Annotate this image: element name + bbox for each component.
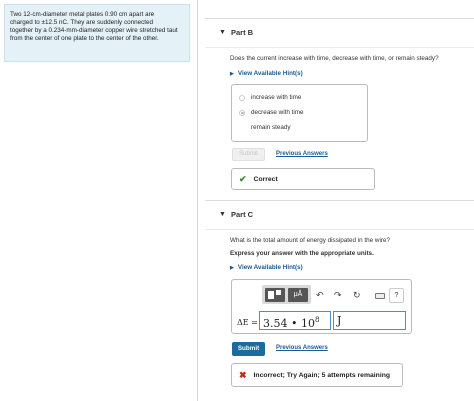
part-c-hint-link[interactable] (230, 264, 303, 271)
part-c-instruction: Express your answer with the appropriate units. (230, 250, 374, 257)
equation-label: ΔE = (237, 318, 258, 327)
templates-icon[interactable] (265, 288, 285, 302)
value-exponent: 8 (314, 316, 320, 324)
part-b-feedback (231, 168, 375, 190)
hint-label[interactable]: View Available Hint(s) (237, 70, 303, 77)
value-input[interactable] (259, 311, 331, 330)
radio-button[interactable] (239, 95, 245, 101)
problem-line: together by a 0.234-mm-diameter copper wire stretched taut (10, 27, 178, 34)
choice-increase[interactable] (239, 94, 301, 101)
value-base: 3.54 • 10 (263, 317, 315, 330)
answer-input-box (231, 279, 412, 334)
help-button[interactable]: ? (389, 288, 404, 303)
caret-right-icon: ▶ (230, 265, 234, 271)
problem-line: from the center of one plate to the center of the other. (10, 35, 159, 42)
choice-label: increase with time (251, 94, 302, 101)
problem-statement (4, 4, 190, 62)
part-c-header[interactable] (205, 200, 474, 230)
radio-button-selected[interactable] (239, 110, 245, 116)
choice-label: remain steady (251, 124, 291, 131)
part-c-submit-button[interactable]: Submit (232, 342, 265, 356)
hint-label[interactable]: View Available Hint(s) (237, 264, 303, 271)
reset-icon[interactable]: ↻ (353, 290, 361, 300)
redo-icon[interactable]: ↷ (334, 290, 342, 300)
problem-line: Two 12-cm-diameter metal plates 0.90 cm apart are (10, 11, 155, 18)
keyboard-icon[interactable] (375, 293, 385, 299)
part-c-previous-answers-link[interactable]: Previous Answers (276, 345, 328, 351)
choice-label: decrease with time (251, 109, 304, 116)
part-b-previous-answers-link[interactable]: Previous Answers (276, 151, 328, 157)
x-icon: ✖ (239, 369, 247, 380)
feedback-text: Correct (253, 175, 278, 183)
check-icon: ✔ (239, 173, 247, 184)
problem-line: charged to ±12.5 nC. They are suddenly connected (10, 19, 154, 26)
unit-input[interactable]: J (333, 311, 406, 330)
collapse-triangle-icon[interactable]: ▼ (219, 29, 226, 36)
collapse-triangle-icon[interactable]: ▼ (219, 211, 226, 218)
part-b-submit-button[interactable]: Submit (232, 148, 265, 161)
part-b-title: Part B (231, 28, 254, 37)
caret-right-icon: ▶ (230, 71, 234, 77)
feedback-text: Incorrect; Try Again; 5 attempts remaining (253, 371, 391, 379)
choice-steady[interactable] (239, 124, 291, 131)
multiple-choice-box (231, 84, 368, 142)
part-b-header[interactable] (205, 18, 474, 48)
column-divider (197, 0, 198, 401)
part-b-question: Does the current increase with time, decrease with time, or remain steady? (230, 55, 439, 62)
part-c-question: What is the total amount of energy dissipated in the wire? (230, 237, 390, 244)
part-b-hint-link[interactable] (230, 70, 303, 77)
part-c-feedback (231, 363, 403, 387)
undo-icon[interactable]: ↶ (316, 290, 324, 300)
units-button[interactable]: μÅ (288, 288, 308, 302)
part-c-title: Part C (231, 210, 254, 219)
equation-toolbar (262, 285, 311, 304)
choice-decrease[interactable] (239, 109, 304, 116)
